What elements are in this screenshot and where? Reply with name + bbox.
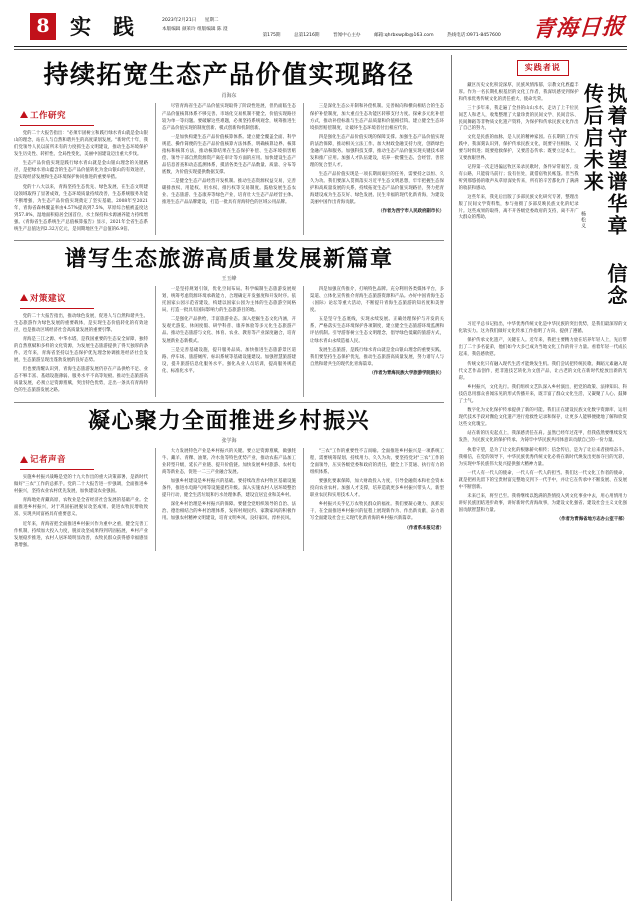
paragraph: 保护传承文化遗产，关键在人。近年来，我把主要精力放在培养年轻人上，先后带出了二十多名徒弟，他们如今大多已成为当地文化工作的骨干力量。看着年轻一代成长起来，我倍感欣慰。: [458, 338, 627, 358]
article-work-research: [14, 61, 444, 235]
article4-col-1: [459, 321, 627, 522]
paragraph: 加强乡村建设是乡村振兴的基础。要持续改善农村牧区基础设施条件，推进水电路气网等设施提档升级。深入实施农村人居环境整治提升行动，健全生活垃圾和污水处理体系，建设宜居宜业和美乡村。: [162, 478, 296, 499]
paragraph: 党的二十大报告指出："必须牢固树立和践行绿水青山就是金山银山的理念，站在人与自然和谐共生的高度谋划发展。"新时代十年，我们党领导人民以前所未有的力度抓生态文明建设，推动生态环境保护发生历史性、转折性、全局性变化，美丽中国建设迈出重大步伐。: [14, 130, 148, 158]
tag-underline: [20, 308, 94, 309]
paragraph: 乡村振兴关乎亿万农牧民群众的福祉。我们要凝心聚力、真抓实干，在全面推进乡村振兴的征程上展现新作为、作出新贡献，奋力谱写全面建设社会主义现代化新青海的乡村振兴新篇章。: [310, 502, 444, 522]
article2-headline: 谱写生态旅游高质量发展新篇章: [64, 246, 394, 273]
paragraph: 深化乡村治理是乡村振兴的保障。要健全党组织领导的自治、法治、德治相结合的乡村治理体系，发挥村规民约、家教家风的积极作用。加强农村精神文明建设，培育文明乡风、良好家风、淳朴民风。: [162, 502, 296, 522]
triangle-marker-icon: [20, 456, 28, 463]
article1-headline: 持续拓宽生态产品价值实现路径: [43, 60, 415, 90]
article2-byline: 王玉峰: [221, 276, 237, 283]
issue-meta: [162, 17, 235, 34]
article2-credit: （作者为青海民族大学旅游学院院长）: [369, 371, 444, 377]
article2-col-3: [303, 286, 444, 396]
paragraph: 但也要清醒认识到，青海生态旅游发展仍存在产品供给不足、业态不够丰富、基础设施薄弱、服务水平不高等短板。推动生态旅游高质量发展，必须立足资源禀赋，突出特色优势，走出一条具有青海特色的生态旅游发展之路。: [14, 367, 148, 394]
article4-columns: [459, 321, 627, 522]
paragraph: 四是加强宣传推介，打响特色品牌。充分利用各类媒体平台，多渠道、立体化宣传推介青海生态旅游资源和产品。办好中国青海生态（国际）论坛等重大活动，不断提升青海生态旅游的知名度和美誉度。: [310, 287, 444, 314]
paragraph: 记得第一次走进偏远牧区采录民歌时，条件异常艰苦。没有公路，只能骑马前行；没有住处，就借宿牧民帐篷。但当我听到那悠扬的歌声从草原深处传来，所有的辛苦都化作了满满的收获和感动。: [458, 165, 579, 191]
editor-roles: 本版编辑 颜莱玲 组版编辑 陈 澄: [162, 27, 228, 32]
masthead-rule-thick: [14, 46, 627, 47]
paragraph: 站在新的历史起点上，我深感责任在肩。虽然已经年过花甲，但我依然要继续发光发热，为民族文化的保护传承、为铸牢中华民族共同体意识贡献自己的一份力量。: [458, 431, 627, 444]
paragraph: 党的二十大报告指出，推动绿色发展，促进人与自然和谐共生。生态旅游作为绿色发展的重要载体，是实现生态价值转化的有效途径，也是推动区域经济社会高质量发展的重要引擎。: [14, 313, 148, 333]
article1-col-1: [14, 103, 148, 235]
paragraph: 执着守望，是为了让文化的根脉薪火相传；信念传后，是为了让后来者接续奋斗。我相信，在党的领导下，中华民族优秀传统文化必将在新时代焕发出更加夺目的光彩，为实现中华民族伟大复兴提供强大精神力量。: [458, 447, 627, 467]
article2-col-1: [14, 286, 148, 396]
vertical-divider: [451, 55, 452, 901]
article4-headline-block: [459, 83, 627, 321]
article4-intro-column: [459, 83, 579, 319]
tag-underline: [20, 125, 94, 126]
tag-policy-advice: [20, 292, 66, 304]
article-divider-1: [14, 240, 444, 241]
total-issue-no: 总第1216期: [294, 33, 320, 38]
section-name: 实践: [70, 14, 156, 39]
paragraph: 三十多年来，我走遍了全县的山山水水，走访了上千位民间艺人和老人，收集整理了大量珍贵的民间文学、民间音乐、民间舞蹈等非物质文化遗产资料，为保护和传承民族文化作出了自己的努力。: [458, 105, 579, 132]
paper-masthead-logo: 青海日报: [531, 12, 626, 43]
host-org: 晋闻中心主办: [332, 33, 361, 38]
paragraph: "三农"工作的重要性不言而喻。全面推进乡村振兴是一项系统工程，需要统筹谋划、持续用力、久久为功。要坚持党对"三农"工作的全面领导，压实各级党委和政府的责任，健全上下贯通、执行有力的组织体系。: [310, 448, 444, 475]
page-number: 8: [30, 13, 56, 40]
paragraph: 党的十八大以来，青海坚持生态优先、绿色发展，在生态文明建设领域取得了显著成效，生态环境质量持续改善，生态系统服务功能不断增强，为生态产品价值实现奠定了坚实基础。2008年至2021年，青海省森林覆盖率由4.57%提高到7.5%，草原综合植被盖度达到57.8%，湿地面积稳居全国首位，水土保持和水源涵养能力持续增强。《青海省生态系统生产总值核算报告》显示，2021年全省生态系统生产总值达到2.32万亿元，是同期地区生产总值的6.9倍。: [14, 184, 148, 232]
paragraph: 未来已来，将至已至。我将继续以饱满的热情投入到文化事业中去，用心用情用力讲好民族团结进步故事，讲好新时代青海故事，为建设文化强省、建设社会主义文化强国贡献智慧和力量。: [458, 494, 627, 514]
article3-col-1: [14, 448, 148, 551]
article-reporter-voice: [14, 409, 444, 551]
paragraph: 数字化为文化保护传承提供了新的可能。我们正在建设民族文化数字资源库，运用现代技术手段对濒危文化遗产进行抢救性记录和保存，让更多人能够便捷地了解和欣赏这些文化瑰宝。: [458, 408, 627, 428]
tag-label-text: 记者声音: [30, 455, 67, 466]
right-zone-practitioner: [459, 55, 627, 901]
tag-work-research: [20, 109, 66, 121]
paragraph: 二是健全生态产品经营开发机制。推动生态资源权益交易，完善碳排放权、用能权、用水权、排污权等交易制度。鼓励发展生态农业、生态旅游、生态康养等绿色产业，培育壮大生态产品经营主体。推进生态产品品牌建设，打造一批具有青海特色的区域公用品牌。: [162, 179, 296, 206]
paragraph: 四是强化生态产品价值实现的保障支撑。加强生态产品价值实现的法治保障，推动相关立法工作。加大财政金融支持力度，创新绿色金融产品和服务。加强科技支撑，推动生态产品价值实现关键技术研发和推广应用。加强人才队伍建设，培养一批懂生态、会经营、善管理的复合型人才。: [310, 134, 444, 168]
hotline-contact: 热线电话:0971-8457600: [447, 33, 501, 38]
left-zone: [14, 55, 444, 901]
article3-headline: 凝心聚力全面推进乡村振兴: [87, 408, 370, 435]
article3-col-3: [303, 448, 444, 551]
paragraph: 生态产品价值实现是一项长期而艰巨的任务，需要持之以恒、久久为功。我们要深入贯彻落实习近平生态文明思想，牢牢把握生态保护和高质量发展的关系，持续拓宽生态产品价值实现路径，努力把青海建设成为生态友好、绿色发展、民生幸福的现代化新青海，为建设美丽中国作出青海贡献。: [310, 172, 444, 206]
article1-col-3: [303, 103, 444, 235]
paragraph: 这些年来，我先后出版了多部民族文化研究专著，整理出版了民间文学资料集，参与拍摄了多部反映民族文化的纪录片。这些成果的取得，离不开各级党委政府的支持，离不开广大群众的帮助。: [458, 194, 579, 221]
article3-tag-wrap: [14, 448, 148, 471]
paragraph: 五是坚守生态底线，实现永续发展。正确处理保护与开发的关系，严格落实生态环境保护各项制度，建立健全生态旅游环境监测和评估机制。引导游客树立生态文明理念，倡导绿色低碳的旅游方式，让绿水青山永续造福人民。: [310, 317, 444, 344]
tag-underline: [20, 469, 94, 470]
article4-headline: 执着守望谱华章 信念传后启未来: [580, 82, 628, 307]
tag-reporter-voice: [20, 453, 66, 465]
masthead: [0, 0, 641, 46]
article2-tag-wrap: [14, 286, 148, 309]
article1-col-2: [155, 103, 296, 235]
triangle-marker-icon: [20, 111, 28, 118]
paragraph: 要强化要素保障，加大财政投入力度，引导金融资本和社会资本投向农业农村。加强人才支撑，培养造就更多乡村振兴带头人、新型职业农民和实用技术人才。: [310, 478, 444, 499]
article1-columns: [14, 103, 444, 235]
paragraph: 传统文化只有融入现代生活才能焕发生机。我们尝试把传统民歌、舞蹈元素融入现代文艺作品创作，把非遗技艺转化为文创产品，让古老的文化在新时代绽放出新的光彩。: [458, 361, 627, 381]
tag-label-text: 工作研究: [30, 110, 67, 121]
email-contact: 邮箱:qhrbxwplb@163.com: [374, 33, 434, 38]
paragraph: 尽管青海省生态产品价值实现取得了阶段性进展，但仍面临生态产品价值核算体系不够完善、市场化交易机制不健全、价值实现路径较为单一等问题。要破解这些难题，必须坚持系统观念，统筹推进生态产品价值实现的制度创新、模式创新和机制创新。: [162, 104, 296, 131]
article3-byline: 张学海: [221, 437, 237, 444]
paragraph: 近年来，青海省把全面推进乡村振兴作为重中之重，健全完善工作机制，持续加大投入力度，脱贫攻坚成果得到巩固拓展，乡村产业发展稳步推进，农村人居环境明显改善，农牧民群众获得感幸福感显著增强。: [14, 521, 148, 548]
paragraph: 一代人有一代人的使命，一代人有一代人的担当。我们这一代文化工作者的使命，就是把祖先留下的宝贵财富完整地交到下一代手中，并让它在传承中不断发展、在发展中不断创新。: [458, 470, 627, 490]
paragraph: 文化是民族的血脉，是人民的精神家园。在长期的工作实践中，我深刻认识到，保护传承民族文化，既要守住根脉，又要与时俱进；既要抢救保护，又要活态传承；既要立足本土，又要放眼世界。: [458, 135, 579, 162]
paragraph: 青海是三江之源、中华水塔，是我国重要的生态安全屏障，独特的自然禀赋和多样的文化资源，为发展生态旅游提供了得天独厚的条件。近年来，青海省坚持以生态保护优先理念协调推进经济社会发展，生态旅游呈现出蓬勃发展的良好态势。: [14, 336, 148, 363]
paragraph: 藏区历史文化积淀深厚，民族风情浓郁，宗教文化底蕴丰厚。作为一名长期扎根基层的文化工作者，我深切感受到保护和传承优秀传统文化的责任重大、使命光荣。: [458, 82, 579, 102]
article2-col-2: [155, 286, 296, 396]
tag-label-text: 对策建议: [30, 293, 67, 304]
article4-credit: （作者为青海省地方志办公室干部）: [556, 517, 627, 523]
article-divider-2: [14, 402, 444, 403]
paragraph: 青海地处青藏高原，农牧业是全省经济社会发展的基础产业。全面推进乡村振兴，对于巩固拓展脱贫攻坚成果、促进农牧民增收致富、实现共同富裕具有重要意义。: [14, 498, 148, 518]
paragraph: 习近平总书记指出，中华优秀传统文化是中华民族的突出优势，是我们最深厚的文化软实力。这为我们做好文化传承工作指明了方向、提供了遵循。: [458, 321, 627, 335]
tag-practitioner-says: 实践者说: [517, 60, 569, 76]
paragraph: 三是完善基础设施，提升服务品质。加快推进生态旅游景区道路、停车场、旅游厕所、标识系统等基础设施建设。加强智慧旅游建设，提升旅游信息化服务水平。强化从业人员培训，提高服务规范化、标准化水平。: [162, 347, 296, 374]
paragraph: 实施乡村振兴战略是党的十九大作出的重大决策部署，是新时代做好"三农"工作的总抓手。党的二十大报告进一步强调，全面推进乡村振兴，坚持农业农村优先发展，加快建设农业强国。: [14, 475, 148, 495]
article1-byline: 肖海东: [221, 93, 237, 100]
page-body: [0, 49, 641, 901]
paragraph: 大力发展特色产业是乡村振兴的关键。要立足资源禀赋，做强牦牛、藏羊、青稞、油菜、冷水鱼等特色优势产业，推动农畜产品加工业转型升级，延长产业链、提升价值链。加快发展乡村旅游、农村电商等新业态，促进一二三产业融合发展。: [162, 448, 296, 475]
issue-no: 第175期: [262, 33, 281, 38]
weekday: 星期二: [204, 18, 219, 24]
paragraph: 一是加快构建生态产品价值核算体系。建立健全覆盖全面、科学规范、操作简便的生态产品价值核算方法体系，明确核算边界、核算指标和核算方法，推动核算结果在生态保护补偿、生态环境损害赔偿、领导干部自然资源资产离任审计等方面的应用。加快建设生态产品信息普查和动态监测体系，摸清各类生态产品数量、质量、分布等底数，为价值实现提供数据支撑。: [162, 134, 296, 175]
paragraph: 三是深化生态公开制和补偿机制。完善纵向和横向相结合的生态保护补偿制度，加大重点生态功能区转移支付力度。探索多元化补偿方式，推动补偿标准与生态产品质量和价值相挂钩。建立健全生态环境损害赔偿制度，让破坏生态环境者付出相应代价。: [310, 104, 444, 131]
triangle-marker-icon: [20, 294, 28, 301]
paragraph: 乡村振兴，文化先行。我们组织文艺队深入乡村演出，把党的政策、法律知识、科技信息用群众喜闻乐见的形式传播开来，既丰富了群众文化生活，又凝聚了人心、鼓舞了士气。: [458, 384, 627, 404]
article-policy-advice: [14, 247, 444, 396]
article3-col-2: [155, 448, 296, 551]
article2-columns: [14, 286, 444, 396]
article1-credit: （作者为西宁市人民政府副市长）: [378, 209, 444, 215]
paragraph: 生态产品价值实现是践行绿水青山就是金山银山理念的关键路径，是把绿水青山蕴含的生态产品价值转化为金山银山的有效途径，是实现经济发展和生态环境保护协同推进的重要举措。: [14, 161, 148, 181]
article3-credit: （作者系本报记者）: [404, 525, 444, 531]
paragraph: 二是强化产品供给，丰富旅游业态。深入挖掘生态文化内涵，开发观光游览、休闲度假、研学科普、康养体验等多元化生态旅游产品。推动生态旅游与文化、体育、农业、教育等产业深度融合，培育发展新业态新模式。: [162, 317, 296, 344]
publish-date: 2023年2月21日: [162, 18, 197, 24]
paragraph: 发展生态旅游，是践行绿水青山就是金山银山理念的重要实践。我们要坚持生态保护优先，推动生态旅游高质量发展，努力谱写人与自然和谐共生的现代化青海篇章。: [310, 347, 444, 367]
article3-columns: [14, 448, 444, 551]
issue-numbers: [263, 32, 513, 46]
article1-tag-wrap: [14, 103, 148, 126]
paragraph: 一是坚持规划引领，优化空间布局。科学编制生态旅游发展规划，统筹考虑资源环境承载能力，合理确定开发强度和开发时序。依托国家公园示范省建设，构建以国家公园为主体的生态旅游空间格局，打造一批具有国际影响力的生态旅游目的地。: [162, 287, 296, 314]
article4-byline: 杨松义: [580, 210, 586, 229]
